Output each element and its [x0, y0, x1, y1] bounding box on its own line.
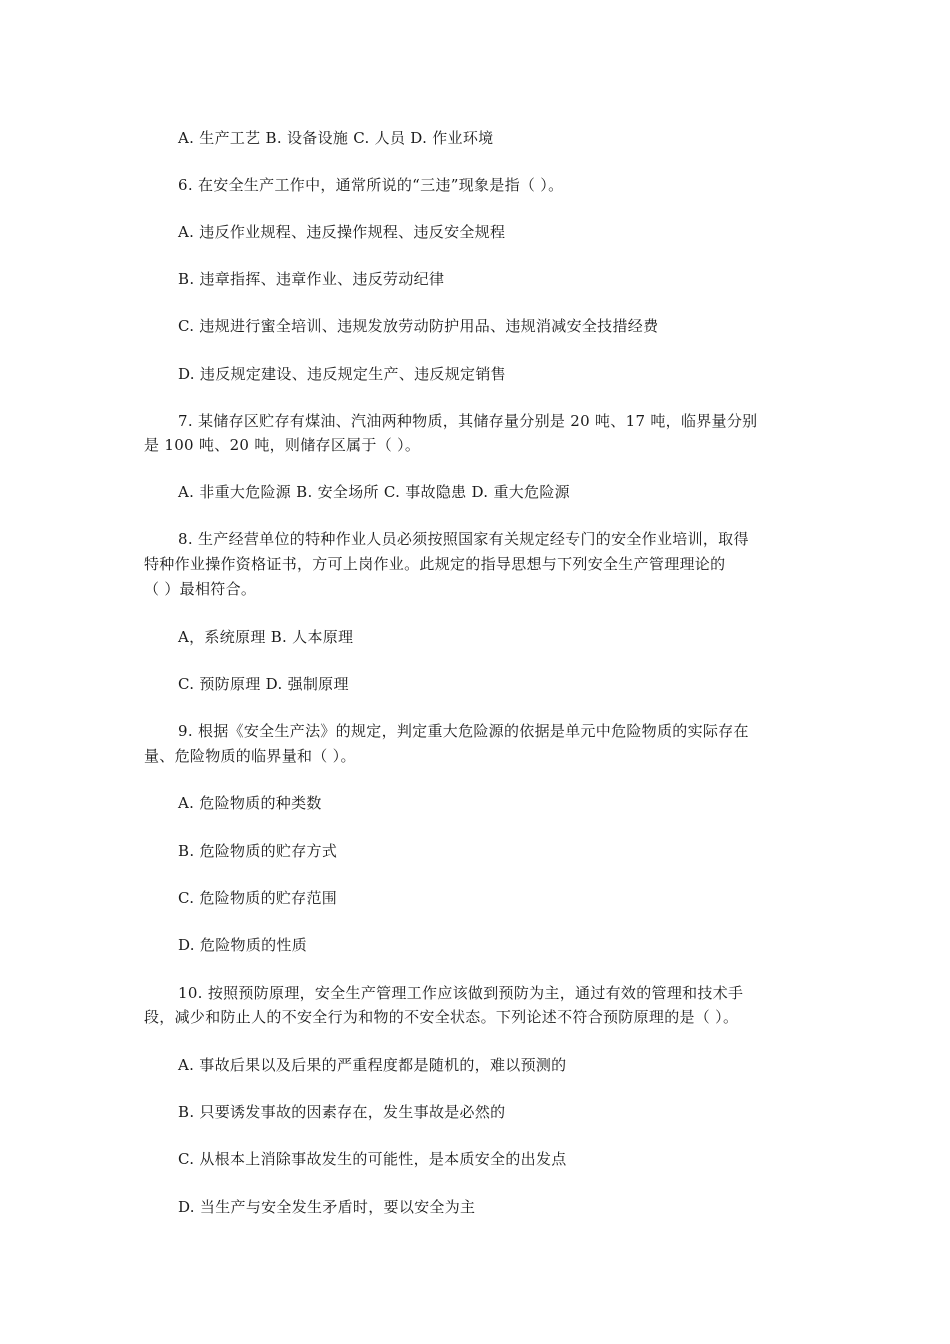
q6-option-d: D. 违反规定建设、违反规定生产、违反规定销售 — [178, 365, 506, 383]
q9-option-d: D. 危险物质的性质 — [178, 936, 308, 954]
q10-stem-line2: 段，减少和防止人的不安全行为和物的不安全状态。下列论述不符合预防原理的是（ ）。 — [144, 1008, 739, 1026]
q6-stem: 6. 在安全生产工作中，通常所说的“三违”现象是指（ ）。 — [178, 176, 564, 194]
q9-option-c: C. 危险物质的贮存范围 — [178, 889, 338, 907]
q6-option-a: A. 违反作业规程、违反操作规程、违反安全规程 — [178, 223, 506, 241]
q10-option-b: B. 只要诱发事故的因素存在，发生事故是必然的 — [178, 1103, 506, 1121]
q10-option-c: C. 从根本上消除事故发生的可能性，是本质安全的出发点 — [178, 1150, 567, 1168]
q10-option-a: A. 事故后果以及后果的严重程度都是随机的，难以预测的 — [178, 1056, 567, 1074]
q9-stem-line2: 量、危险物质的临界量和（ ）。 — [144, 747, 356, 765]
q6-option-b: B. 违章指挥、违章作业、违反劳动纪律 — [178, 270, 445, 288]
q8-stem-line3: （ ）最相符合。 — [144, 580, 257, 598]
q9-stem-line1: 9. 根据《安全生产法》的规定，判定重大危险源的依据是单元中危险物质的实际存在 — [178, 722, 749, 740]
q10-option-d: D. 当生产与安全发生矛盾时，要以安全为主 — [178, 1198, 476, 1216]
q9-option-a: A. 危险物质的种类数 — [178, 794, 322, 812]
q8-options-cd: C. 预防原理 D. 强制原理 — [178, 675, 349, 693]
q7-options: A. 非重大危险源 B. 安全场所 C. 事故隐患 D. 重大危险源 — [178, 483, 570, 501]
q10-stem-line1: 10. 按照预防原理，安全生产管理工作应该做到预防为主，通过有效的管理和技术手 — [178, 984, 744, 1002]
q8-stem-line2: 特种作业操作资格证书，方可上岗作业。此规定的指导思想与下列安全生产管理理论的 — [144, 555, 726, 573]
q8-options-ab: A，系统原理 B. 人本原理 — [178, 628, 354, 646]
q9-option-b: B. 危险物质的贮存方式 — [178, 842, 338, 860]
q6-option-c: C. 违规进行蜜全培训、违规发放劳动防护用品、违规消减安全技措经费 — [178, 317, 659, 335]
q7-stem-line1: 7. 某储存区贮存有煤油、汽油两种物质，其储存量分别是 20 吨、17 吨，临界量分别 — [178, 412, 758, 430]
q8-stem-line1: 8. 生产经营单位的特种作业人员必须按照国家有关规定经专门的安全作业培训，取得 — [178, 530, 749, 548]
q5-options: A. 生产工艺 B. 设备设施 C. 人员 D. 作业环境 — [178, 129, 494, 147]
q7-stem-line2: 是 100 吨、20 吨，则储存区属于（ ）。 — [144, 436, 421, 454]
